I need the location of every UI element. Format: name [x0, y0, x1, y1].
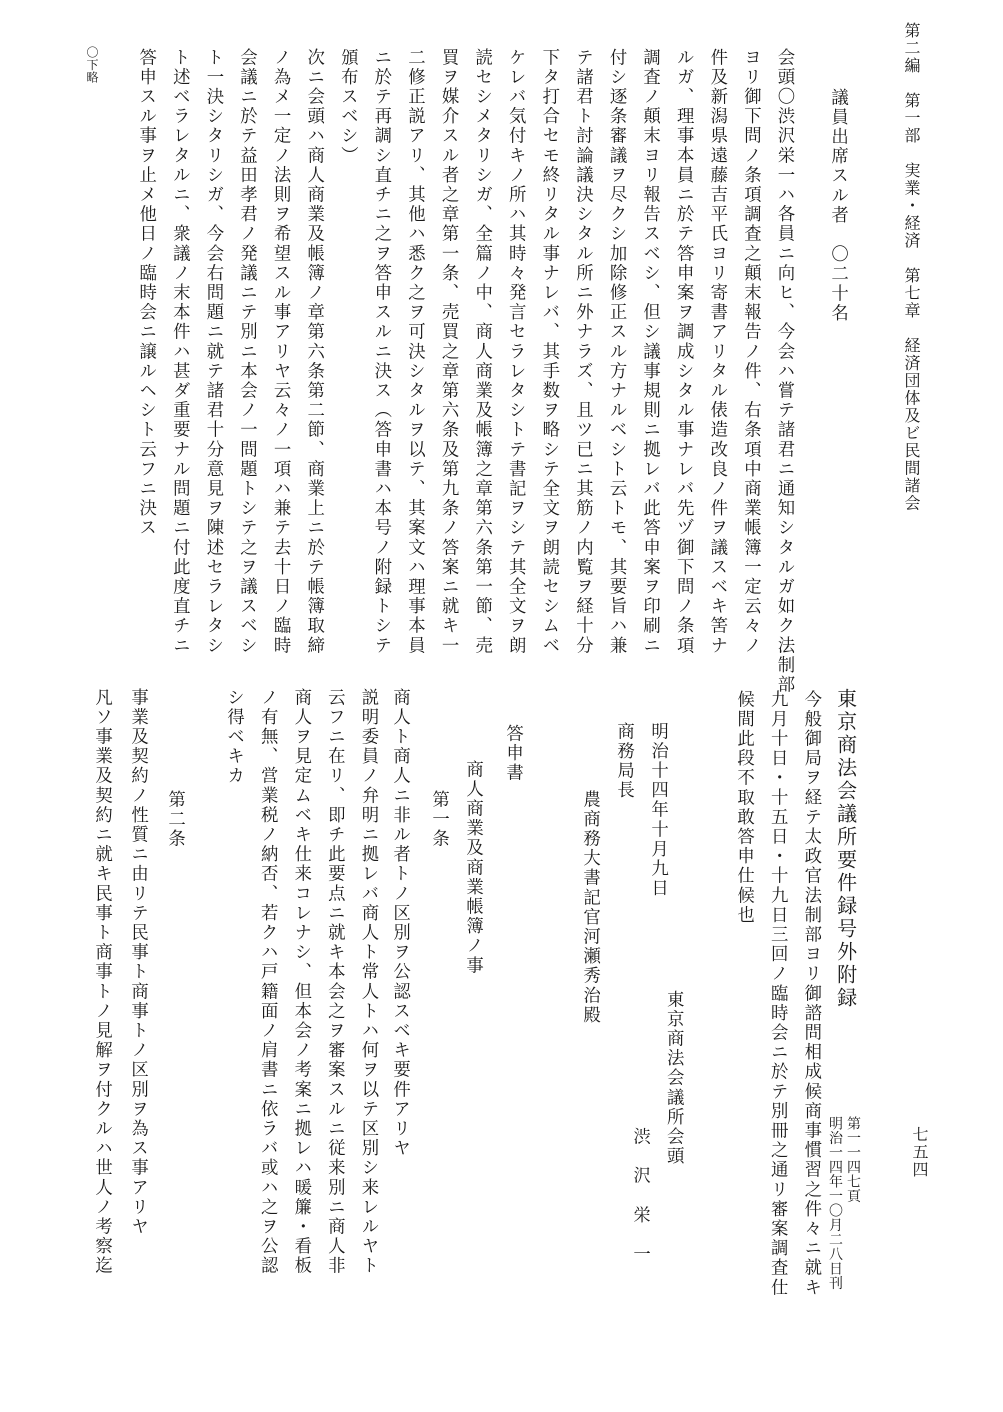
article1-heading: 第一条	[428, 790, 449, 849]
article1-question: 商人ト商人ニ非ル者トノ区別ヲ公認スベキ要件アリヤ	[389, 688, 410, 1159]
issue-info: 第一一四七頁 明治一四年一〇月二八日刊	[827, 1116, 861, 1290]
recipient: 農商務大書記官河瀬秀治殿	[579, 790, 600, 1026]
article2-question: 事業及契約ノ性質ニ由リテ民事ト商事トノ区別ヲ為ス事アリヤ	[127, 688, 148, 1237]
article2-heading: 第二条	[164, 790, 185, 849]
article1-answer: 説明委員ノ弁明ニ拠レバ商人ト常人トハ何ヲ以テ区別シ来レルヤト 云フニ在リ、即チ此要点ニ就キ本会之ヲ審案スルニ従来別ニ商人非 商人ヲ見定ムベキ仕来コレナシ、但本会ノ考案ニ拠レハ暖簾・看板 ノ有無、営業税ノ納否、若クハ戸籍面ノ肩書ニ依ラバ或ハ之ヲ公認 シ得ベキカ	[223, 688, 378, 1276]
minutes-text: 会頭〇渋沢栄一ハ各員ニ向ヒ、今会ハ嘗テ諸君ニ通知シタルガ如ク法制部 ヨリ御下問ノ条項調査之顛末報告ノ件、右条項中商業帳簿一定云々ノ 件及新潟県遠藤吉平氏ヨリ寄書アリタル俵造改良ノ件ヲ議スベキ筈ナ ルガ、理事本員ニ於テ答申案ヲ調成シタル事ナレバ先ヅ御下問ノ条項 調査ノ顛末ヨリ報告スベシ、但シ議事規則ニ拠レバ此答申案ヲ印刷ニ 付シ逐条審議ヲ尽クシ加除修正スル方ナルベシト云トモ、其要旨ハ兼 テ諸君ト討論議決シタル所ニ外ナラズ、且ツ已ニ其筋ノ内覧ヲ経十分 下タ打合セモ終リタル事ナレバ、其手数ヲ略シテ全文ヲ朗読セシムベ ケレバ気付キノ所ハ其時々発言セラレタシトテ書記ヲシテ其全文ヲ朗 読セシメタリシガ、全篇ノ中、商人商業及帳簿之章第六条第一節、売 買ヲ媒介スル者之章第一条、売買之章第六条及第九条ノ答案ニ就キ一 二修正説アリ、其他ハ悉ク之ヲ可決シタルヲ以テ、其案文ハ理事本員 ニ於テ再調シ直チニ之ヲ答申スルニ決ス（答申書ハ本号ノ附録トシテ 頒布スベシ） 次ニ会頭ハ商人商業及帳簿ノ章第六条第二節、商業上ニ於テ帳簿取締 ノ為メ一定ノ法則ヲ希望スル事アリヤ云々ノ一項ハ兼テ去十日ノ臨時 会議ニ於テ益田孝君ノ発議ニテ別ニ本会ノ一問題トシテ之ヲ議スベシ ト一決シタリシガ、今会右問題ニ就テ諸君十分意見ヲ陳述セラレタシ ト述ベラレタルニ、衆議ノ末本件ハ甚ダ重要ナル問題ニ付此度直チニ 答申スル事ヲ止メ他日ノ臨時会ニ譲ルヘシト云フニ決ス	[135, 48, 794, 695]
section-heading: 答申書	[502, 724, 523, 783]
recipient-office: 商務局長	[613, 722, 634, 801]
appendix-title: 東京商法会議所要件録号外附録	[833, 688, 858, 1010]
cover-letter: 今般御局ヲ経テ太政官法制部ヨリ御諮問相成候商事慣習之件々ニ就キ 九月十日・十五日・十九日三回ノ臨時会ニ於テ別冊之通リ審案調査仕 候間此段不取敢答申仕候也	[733, 690, 821, 1298]
omission-note: 〇下略	[85, 46, 99, 84]
letter-date: 明治十四年十月九日	[647, 722, 668, 899]
article2-answer: 凡ソ事業及契約ニ就キ民事ト商事トノ見解ヲ付クルハ世人ノ考察迄	[91, 688, 112, 1276]
signatory: 東京商法会議所会頭 渋 沢 栄 一	[629, 990, 684, 1265]
page-number: 七五四	[910, 1126, 929, 1179]
running-header: 第二編 第一部 実業・経済 第七章 経済団体及ビ民間諸会	[902, 22, 921, 512]
attendees-line: 議員出席スル者 〇二十名	[827, 88, 848, 324]
subsection-heading: 商人商業及商業帳簿ノ事	[462, 760, 483, 976]
